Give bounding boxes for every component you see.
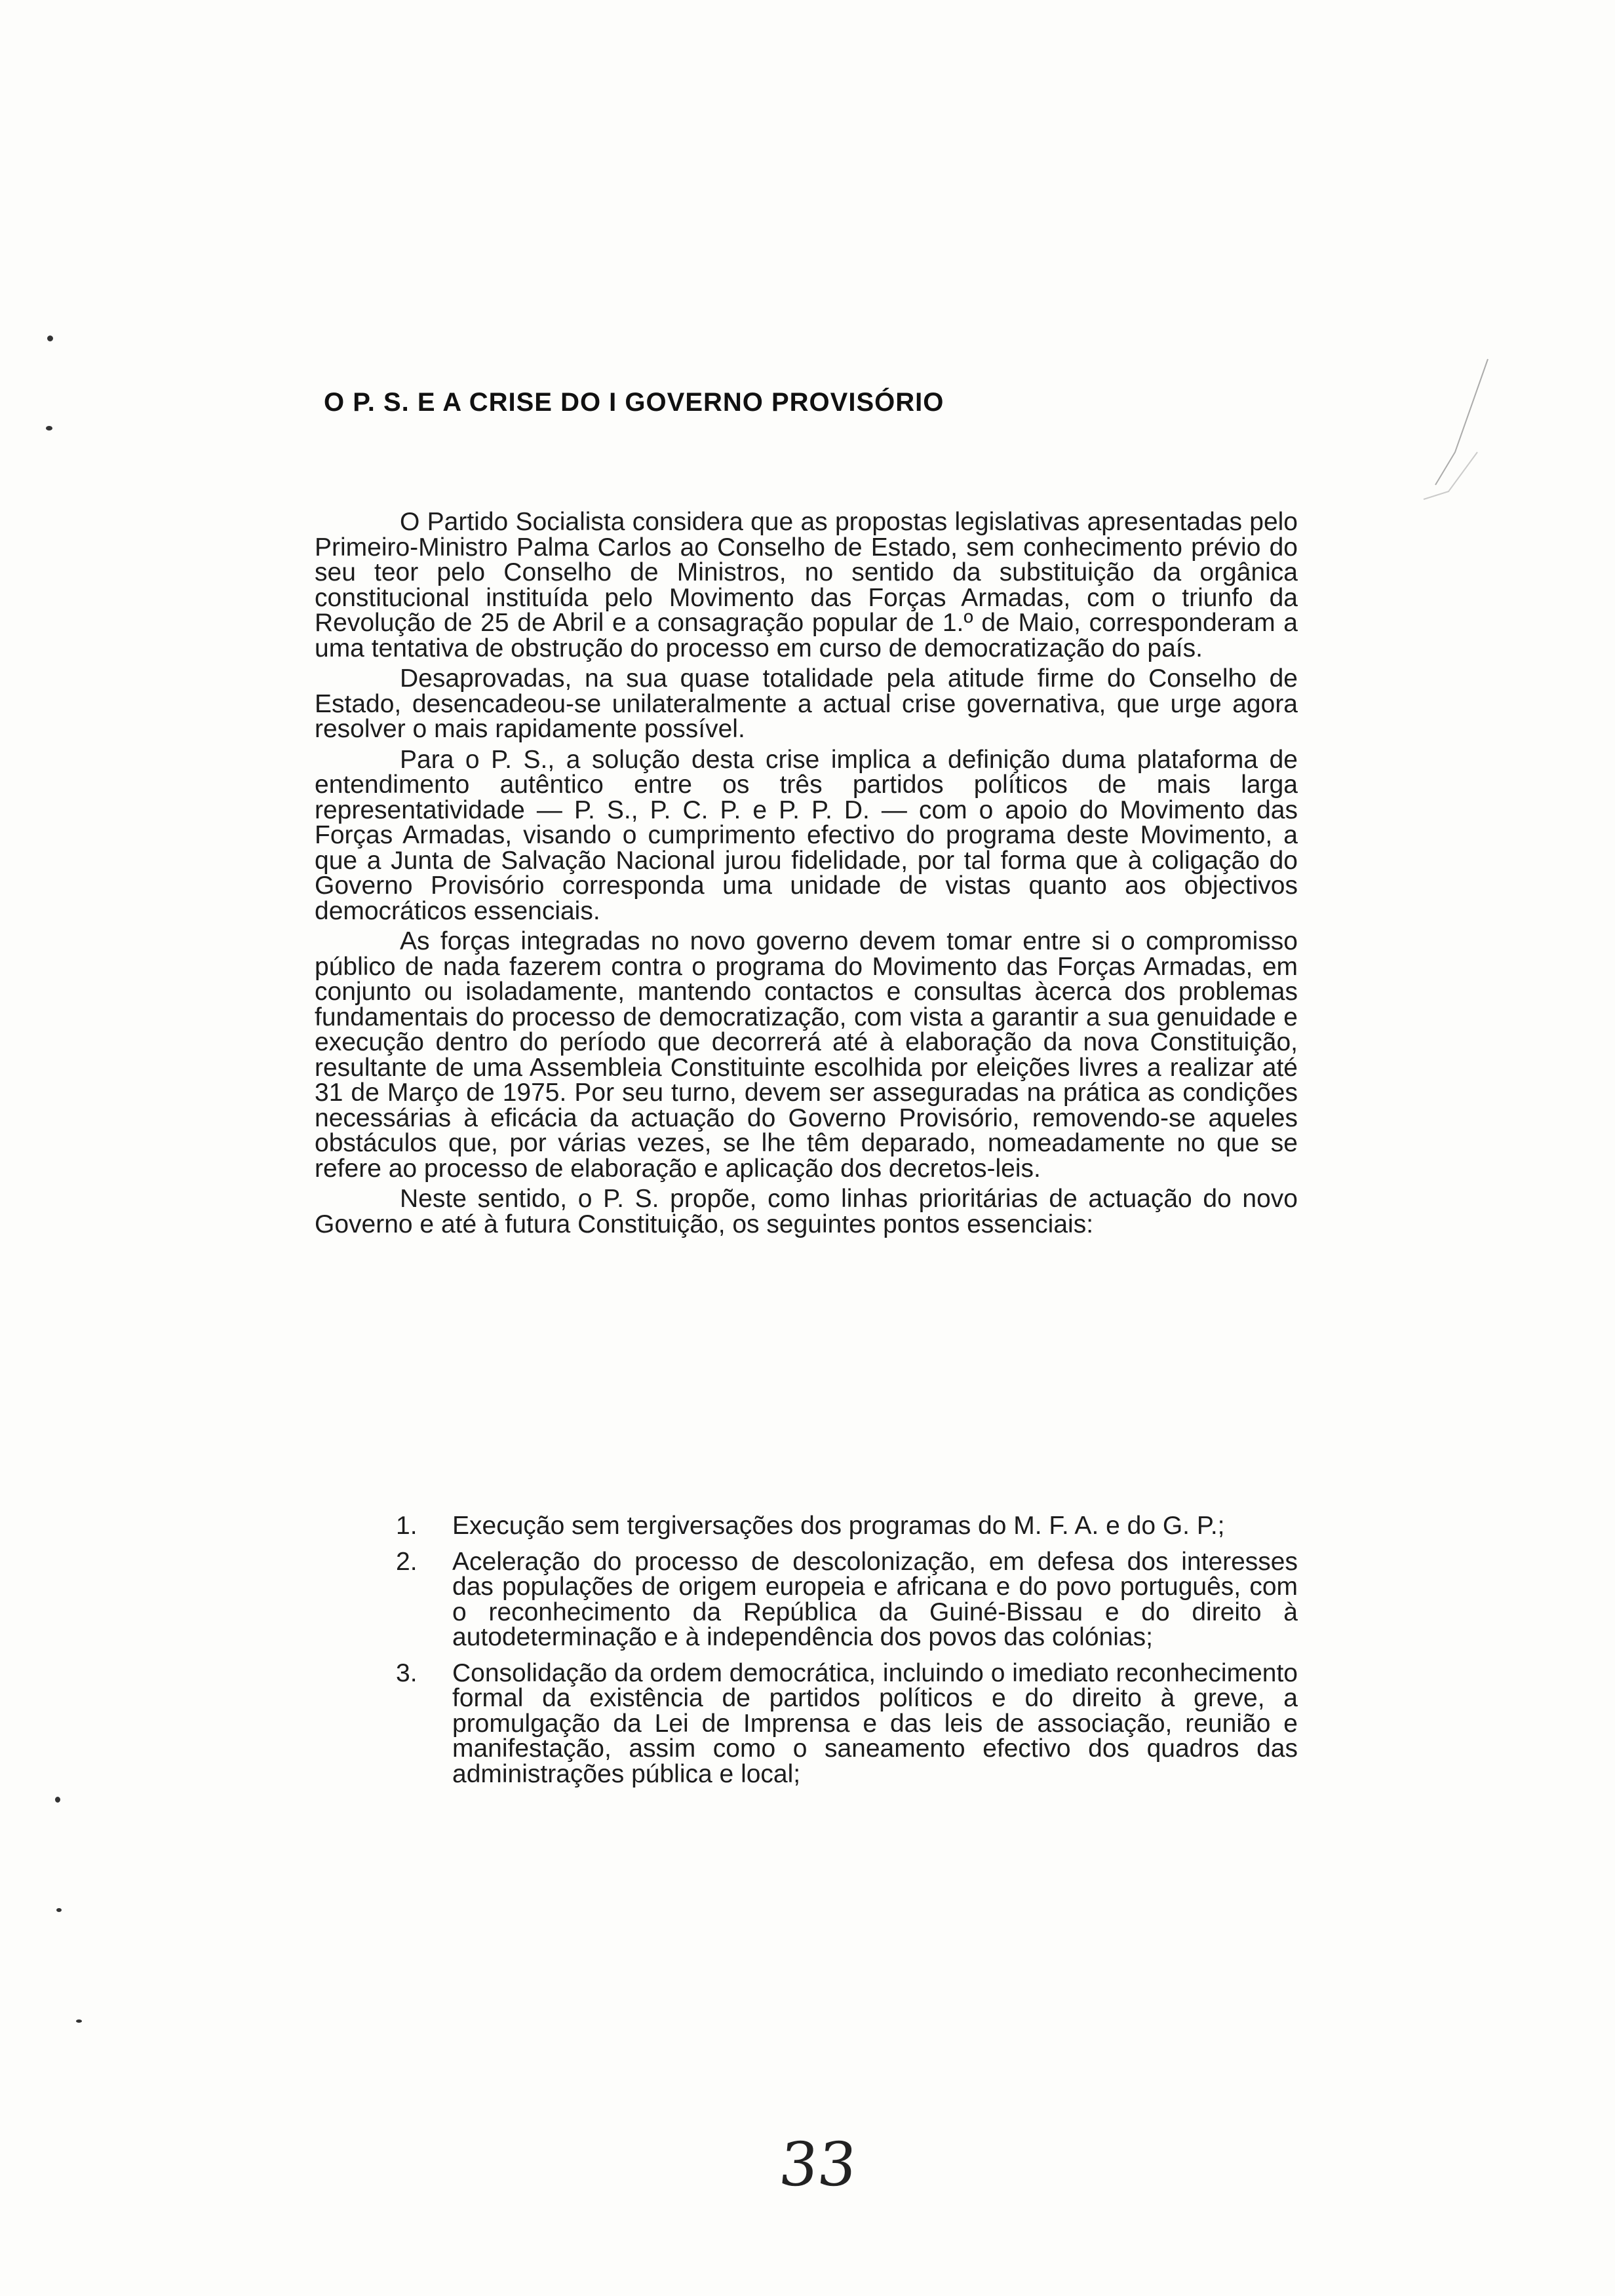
scan-speck bbox=[55, 1797, 60, 1803]
scan-speck bbox=[56, 1908, 62, 1912]
numbered-list bbox=[396, 1514, 1298, 1797]
scan-speck bbox=[46, 426, 52, 430]
paragraph-4: As forças integradas no novo governo devem tomar entre si o compromisso público de nada fazerem contra o programa do Movimento das Forças Armadas, em conjunto ou isoladamente, mantendo contactos e consultas àcerca dos problemas fundamentais do processo de democratização, com vista a garantir a sua genuidade e execução dentro do período que decorrerá até à elaboração da nova Constituição, resultante de uma Assembleia Constituinte escolhida por eleições livres a realizar até 31 de Março de 1975. Por seu turno, devem ser asseguradas na prática as condições necessárias à eficácia da actuação do Governo Provisório, removendo-se aqueles obstáculos que, por várias vezes, se lhe têm deparado, nomeadamente no que se refere ao processo de elaboração e aplicação dos decretos-leis. bbox=[315, 927, 1298, 1183]
margin-pencil-mark-icon bbox=[1409, 354, 1501, 511]
list-item bbox=[396, 1514, 1298, 1539]
paragraph-5: Neste sentido, o P. S. propõe, como linhas prioritárias de actuação do novo Governo e até à futura Constituição, os seguintes pontos essenciais: bbox=[315, 1185, 1298, 1238]
document-title: O P. S. E A CRISE DO I GOVERNO PROVISÓRIO bbox=[324, 388, 944, 417]
list-number: 3. bbox=[396, 1658, 418, 1687]
paragraph-1: O Partido Socialista considera que as propostas legislativas apresentadas pelo Primeiro-Ministro Palma Carlos ao Conselho de Estado, sem conhecimento prévio do seu teor pelo Conselho de Ministros, no sentido da substituição da orgânica constitucional instituída pelo Movimento das Forças Armadas, com o triunfo da Revolução de 25 de Abril e a consagração popular de 1.º de Maio, corresponderam a uma tentativa de obstrução do processo em curso de democratização do país. bbox=[315, 508, 1298, 662]
paragraph-2: Desaprovadas, na sua quase totalidade pela atitude firme do Conselho de Estado, desencadeou-se unilateralmente a actual crise governativa, que urge agora resolver o mais rapidamente possível. bbox=[315, 664, 1298, 743]
list-number: 1. bbox=[396, 1512, 418, 1540]
scan-speck bbox=[76, 2019, 82, 2023]
scan-speck bbox=[47, 335, 53, 341]
page-number: 33 bbox=[775, 2130, 861, 2200]
list-item bbox=[396, 1547, 1298, 1651]
list-text: Aceleração do processo de descolonização, em defesa dos interesses das populações de origem europeia e africana e do povo português, com o reconhecimento da República da Guiné-Bissau e do direito à autodeterminação e à independência dos povos das colónias; bbox=[452, 1547, 1298, 1651]
list-text: Execução sem tergiversações dos programas do M. F. A. e do G. P.; bbox=[452, 1512, 1225, 1540]
list-text: Consolidação da ordem democrática, incluindo o imediato reconhecimento formal da existência de partidos políticos e do direito à greve, a promulgação da Lei de Imprensa e das leis de associação, reunião e manifestação, assim como o saneamento efectivo dos quadros das administrações pública e local; bbox=[452, 1658, 1298, 1788]
list-item bbox=[396, 1658, 1298, 1788]
paragraph-3: Para o P. S., a solução desta crise implica a definição duma plataforma de entendimento autêntico entre os três partidos políticos de mais larga representatividade — P. S., P. C. P. e P. P. D. — com o apoio do Movimento das Forças Armadas, visando o cumprimento efectivo do programa deste Movimento, a que a Junta de Salvação Nacional jurou fidelidade, por tal forma que à coligação do Governo Provisório corresponda uma unidade de vistas quanto aos objectivos democráticos essenciais. bbox=[315, 745, 1298, 925]
list-number: 2. bbox=[396, 1547, 418, 1576]
body-text bbox=[315, 510, 1298, 1242]
